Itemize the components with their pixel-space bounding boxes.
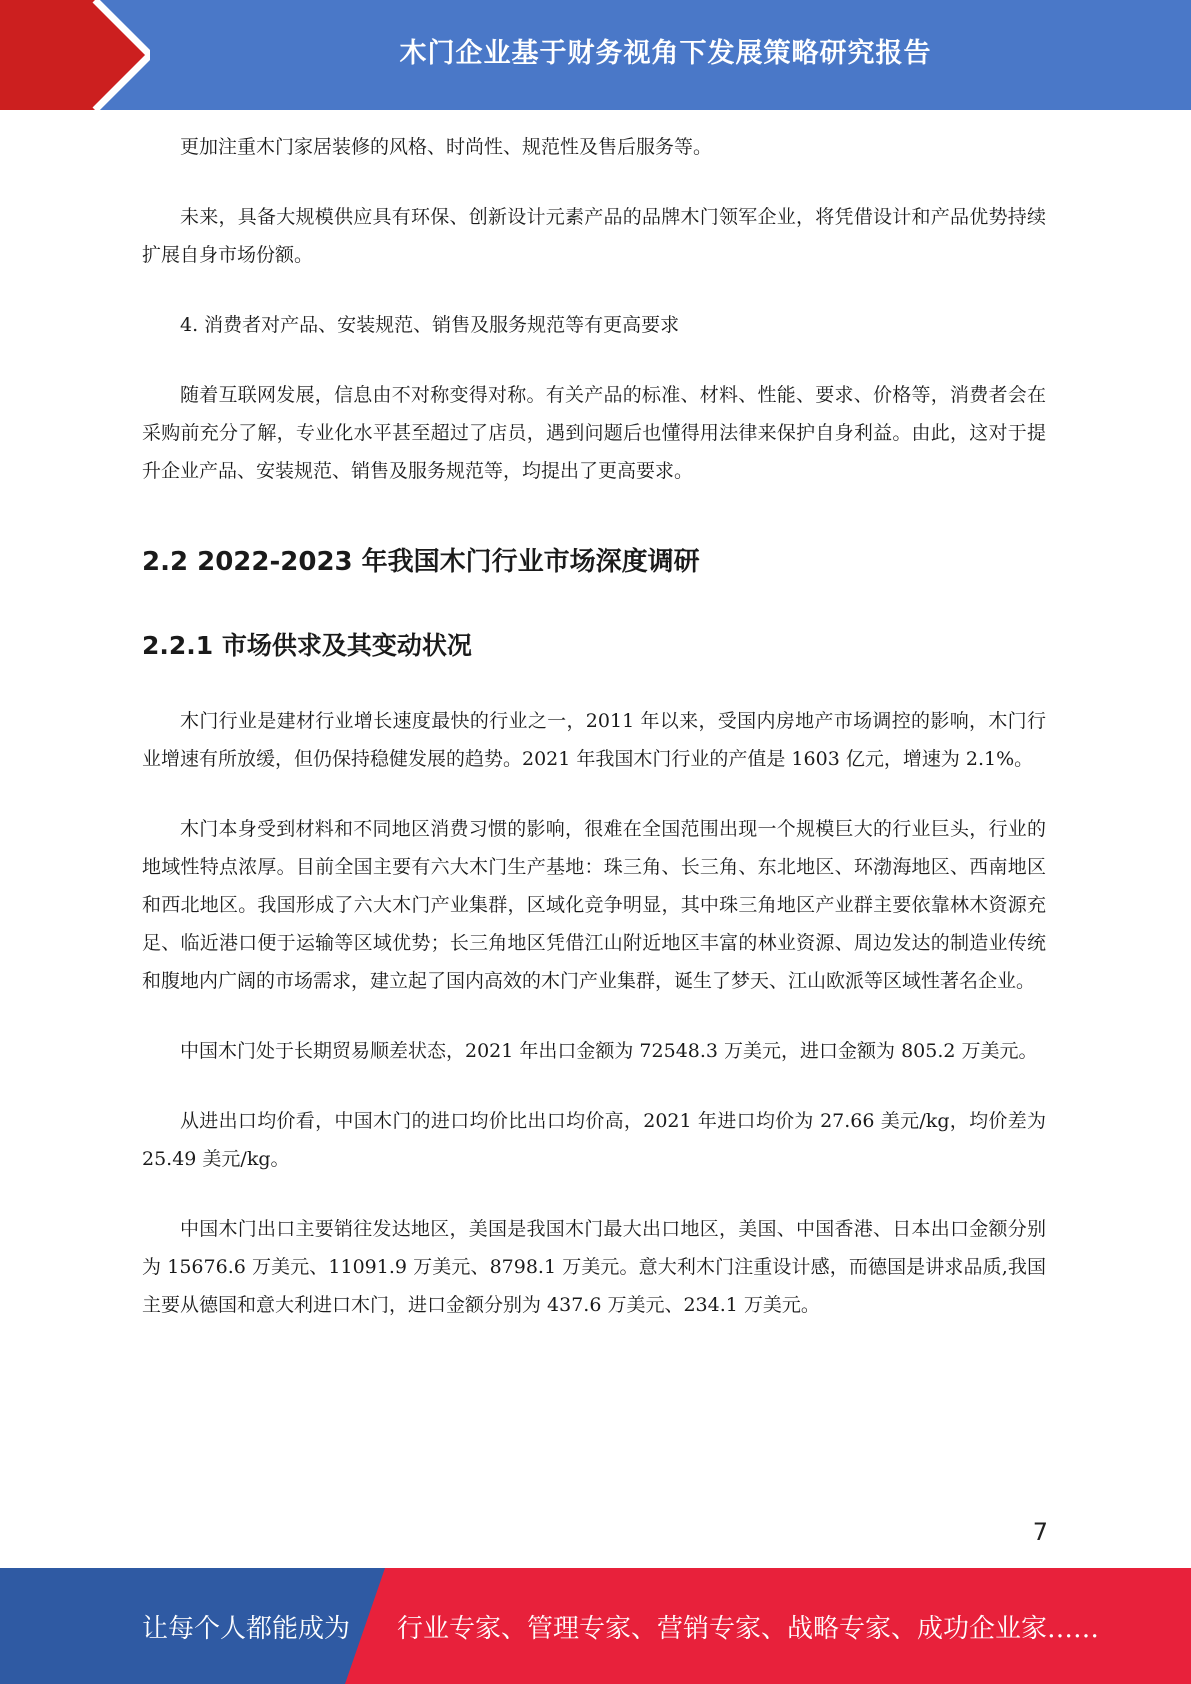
paragraph: 木门本身受到材料和不同地区消费习惯的影响，很难在全国范围出现一个规模巨大的行业巨头，行业的地域性特点浓厚。目前全国主要有六大木门生产基地：珠三角、长三角、东北地区、环渤海地区、西南地区和西北地区。我国形成了六大木门产业集群，区域化竞争明显，其中珠三角地区产业群主要依靠林木资源充足、临近港口便于运输等区域优势；长三角地区凭借江山附近地区丰富的林业资源、周边发达的制造业传统和腹地内广阔的市场需求，建立起了国内高效的木门产业集群，诞生了梦天、江山欧派等区域性著名企业。: [142, 818, 1046, 992]
paragraph: 从进出口均价看，中国木门的进口均价比出口均价高，2021 年进口均价为 27.66 美元/kg，均价差为 25.49 美元/kg。: [142, 1110, 1046, 1170]
section-heading: 2.2 2022-2023 年我国木门行业市场深度调研: [142, 547, 700, 577]
subsection-heading: 2.2.1 市场供求及其变动状况: [142, 631, 472, 660]
page-header: [0, 0, 1191, 110]
red-arrow-decoration: [0, 0, 150, 110]
footer-slogan-right: 行业专家、管理专家、营销专家、战略专家、成功企业家……: [397, 1613, 1100, 1644]
paragraph: 随着互联网发展，信息由不对称变得对称。有关产品的标准、材料、性能、要求、价格等，消费者会在采购前充分了解，专业化水平甚至超过了店员，遇到问题后也懂得用法律来保护自身利益。由此，这对于提升企业产品、安装规范、销售及服务规范等，均提出了更高要求。: [142, 384, 1046, 482]
paragraph: 未来，具备大规模供应具有环保、创新设计元素产品的品牌木门领军企业，将凭借设计和产品优势持续扩展自身市场份额。: [142, 206, 1046, 266]
report-title: 木门企业基于财务视角下发展策略研究报告: [399, 37, 932, 69]
paragraph: 木门行业是建材行业增长速度最快的行业之一，2011 年以来，受国内房地产市场调控的影响，木门行业增速有所放缓，但仍保持稳健发展的趋势。2021 年我国木门行业的产值是 1603 亿元，增速为 2.1%。: [142, 710, 1046, 770]
footer-slogan-left: 让每个人都能成为: [142, 1613, 351, 1644]
paragraph: 中国木门出口主要销往发达地区，美国是我国木门最大出口地区，美国、中国香港、日本出口金额分别为 15676.6 万美元、11091.9 万美元、8798.1 万美元。意大利木门注重设计感，而德国是讲求品质,我国主要从德国和意大利进口木门，进口金额分别为 437.6 万美元、234.1 万美元。: [142, 1218, 1046, 1316]
paragraph: 更加注重木门家居装修的风格、时尚性、规范性及售后服务等。: [180, 136, 713, 158]
page-number: 7: [1032, 1518, 1048, 1546]
document-body: [142, 128, 1046, 1356]
list-item-heading: 4. 消费者对产品、安装规范、销售及服务规范等有更高要求: [180, 314, 680, 336]
paragraph: 中国木门处于长期贸易顺差状态，2021 年出口金额为 72548.3 万美元，进口金额为 805.2 万美元。: [180, 1040, 1038, 1062]
page-footer: [0, 1568, 1191, 1684]
